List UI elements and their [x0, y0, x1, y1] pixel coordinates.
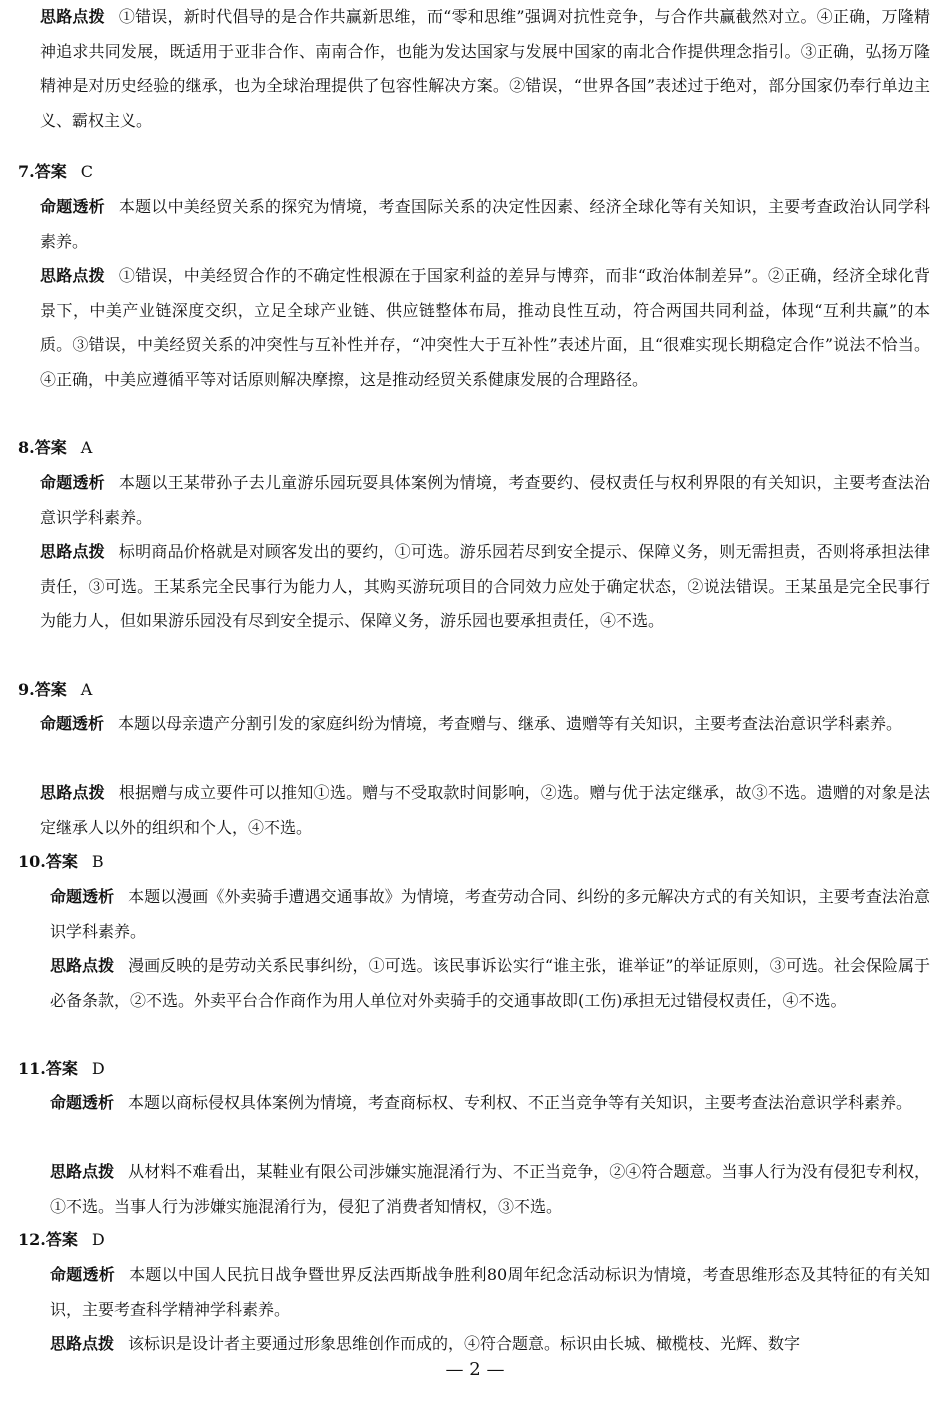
q7-answer-line: [18, 155, 93, 191]
analysis-label: 思路点拨: [40, 266, 105, 285]
question-number: 7.: [18, 162, 35, 181]
question-number: 8.: [18, 438, 35, 457]
analysis-text: 标明商品价格就是对顾客发出的要约，①可选。游乐园若尽到安全提示、保障义务，则无需担责，否则将承担法律责任，③可选。王某系完全民事行为能力人，其购买游玩项目的合同效力应处于确定状态，②说法错误。王某虽是完全民事行为能力人，但如果游乐园没有尽到安全提示、保障义务，游乐园也要承担责任，④不选。: [40, 542, 930, 630]
q10-intent: [50, 880, 930, 949]
q8-intent: [40, 466, 930, 535]
intent-label: 命题透析: [50, 1265, 116, 1284]
q7-analysis: [40, 259, 930, 397]
analysis-text: 该标识是设计者主要通过形象思维创作而成的，④符合题意。标识由长城、橄榄枝、光辉、数字: [128, 1334, 801, 1353]
intent-label: 命题透析: [40, 473, 105, 492]
intent-text: 本题以漫画《外卖骑手遭遇交通事故》为情境，考查劳动合同、纠纷的多元解决方式的有关知识，主要考查法治意识学科素养。: [50, 887, 930, 941]
page-number: — 2 —: [445, 1359, 505, 1380]
analysis-label: 思路点拨: [40, 7, 105, 26]
intent-text: 本题以中国人民抗日战争暨世界反法西斯战争胜利80周年纪念活动标识为情境，考查思维形态及其特征的有关知识，主要考查科学精神学科素养。: [50, 1265, 930, 1319]
analysis-text: 从材料不难看出，某鞋业有限公司涉嫌实施混淆行为、不正当竞争，②④符合题意。当事人行为没有侵犯专利权，①不选。当事人行为涉嫌实施混淆行为，侵犯了消费者知情权，③不选。: [50, 1162, 930, 1216]
q12-answer-line: [18, 1223, 105, 1259]
answer-label: 答案: [45, 852, 78, 871]
intent-text: 本题以商标侵权具体案例为情境，考查商标权、专利权、不正当竞争等有关知识，主要考查法治意识学科素养。: [128, 1093, 913, 1112]
q11-intent: [50, 1086, 930, 1121]
question-number: 11.: [18, 1059, 46, 1078]
analysis-text: 漫画反映的是劳动关系民事纠纷，①可选。该民事诉讼实行“谁主张，谁举证”的举证原则，③可选。社会保险属于必备条款，②不选。外卖平台合作商作为用人单位对外卖骑手的交通事故即(工伤)承担无过错侵权责任，④不选。: [50, 956, 930, 1010]
q7-intent: [40, 190, 930, 259]
q12-analysis: [50, 1327, 930, 1361]
answer-value: A: [80, 438, 93, 457]
answer-value: A: [80, 680, 93, 699]
analysis-label: 思路点拨: [50, 1334, 115, 1353]
answer-label: 答案: [45, 1230, 78, 1249]
analysis-label: 思路点拨: [40, 783, 105, 802]
answer-label: 答案: [45, 1059, 78, 1078]
answer-value: C: [80, 162, 93, 181]
answer-value: D: [91, 1059, 105, 1078]
analysis-text: ①错误，新时代倡导的是合作共赢新思维，而“零和思维”强调对抗性竞争，与合作共赢截然对立。④正确，万隆精神追求共同发展，既适用于亚非合作、南南合作，也能为发达国家与发展中国家的南北合作提供理念指引。③正确，弘扬万隆精神是对历史经验的继承，也为全球治理提供了包容性解决方案。②错误，“世界各国”表述过于绝对，部分国家仍奉行单边主义、霸权主义。: [40, 7, 930, 130]
q12-intent: [50, 1258, 930, 1327]
q9-analysis: [40, 776, 930, 845]
q10-analysis: [50, 949, 930, 1018]
intent-label: 命题透析: [40, 197, 105, 216]
intent-text: 本题以王某带孙子去儿童游乐园玩耍具体案例为情境，考查要约、侵权责任与权利界限的有关知识，主要考查法治意识学科素养。: [40, 473, 930, 527]
q11-analysis: [50, 1155, 930, 1224]
analysis-text: 根据赠与成立要件可以推知①选。赠与不受取款时间影响，②选。赠与优于法定继承，故③不选。遗赠的对象是法定继承人以外的组织和个人，④不选。: [40, 783, 930, 837]
intent-label: 命题透析: [40, 714, 105, 733]
question-number: 12.: [18, 1230, 46, 1249]
analysis-label: 思路点拨: [40, 542, 105, 561]
question-number: 9.: [18, 680, 35, 699]
intent-label: 命题透析: [50, 1093, 115, 1112]
intent-text: 本题以母亲遗产分割引发的家庭纠纷为情境，考查赠与、继承、遗赠等有关知识，主要考查法治意识学科素养。: [118, 714, 903, 733]
q9-intent: [40, 707, 930, 742]
question-number: 10.: [18, 852, 46, 871]
answer-label: 答案: [34, 680, 67, 699]
intent-text: 本题以中美经贸关系的探究为情境，考查国际关系的决定性因素、经济全球化等有关知识，主要考查政治认同学科素养。: [40, 197, 930, 251]
intent-label: 命题透析: [50, 887, 115, 906]
q9-answer-line: [18, 673, 92, 709]
analysis-text: ①错误，中美经贸合作的不确定性根源在于国家利益的差异与博弈，而非“政治体制差异”。②正确，经济全球化背景下，中美产业链深度交织，立足全球产业链、供应链整体布局，推动良性互动，符合两国共同利益，体现“互利共赢”的本质。③错误，中美经贸关系的冲突性与互补性并存，“冲突性大于互补性”表述片面，且“很难实现长期稳定合作”说法不恰当。④正确，中美应遵循平等对话原则解决摩擦，这是推动经贸关系健康发展的合理路径。: [40, 266, 930, 389]
q8-analysis: [40, 535, 930, 639]
q11-answer-line: [18, 1052, 105, 1088]
analysis-label: 思路点拨: [50, 1162, 115, 1181]
answer-label: 答案: [34, 162, 67, 181]
analysis-label: 思路点拨: [50, 956, 115, 975]
q10-answer-line: [18, 845, 104, 881]
q6-analysis: [40, 0, 930, 138]
q8-answer-line: [18, 431, 92, 467]
answer-label: 答案: [34, 438, 67, 457]
answer-value: B: [91, 852, 104, 871]
answer-value: D: [91, 1230, 105, 1249]
